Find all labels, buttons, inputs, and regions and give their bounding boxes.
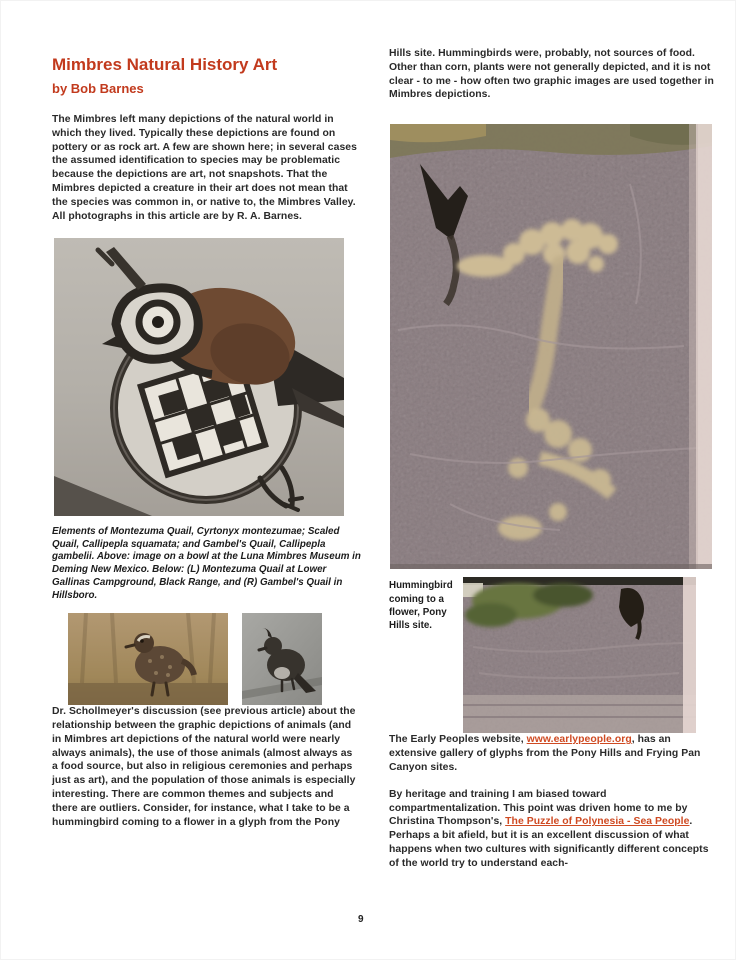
petroglyph-large-illustration xyxy=(390,124,712,569)
heritage-paragraph xyxy=(389,788,714,871)
petroglyph-small-illustration xyxy=(463,577,696,733)
intro-paragraph-right: Hills site. Hummingbirds were, probably, not sources of food. Other than corn, plants were not generally depicted, and it is not clear - to me - how often two graphic images are used together in Mimbres depictions. xyxy=(389,48,714,101)
montezuma-quail-photo xyxy=(68,613,228,705)
gambels-quail-illustration xyxy=(242,613,322,705)
petroglyph-large-photo xyxy=(390,124,712,569)
early-peoples-paragraph xyxy=(389,733,714,774)
heritage-text-after: . Perhaps a bit afield, but it is an excellent discussion of what happens when two cultures with significantly different concepts of the world try to understand each- xyxy=(389,816,709,869)
montezuma-quail-illustration xyxy=(68,613,228,705)
discussion-paragraph: Dr. Schollmeyer's discussion (see previous article) about the relationship between the graphic depictions of animals (and in Mimbres art depictions of the natural world were nearly always animals), the use of those animals (almost always as a food source, but also in religious ceremonies and perhaps just as art), and the population of those animals is especially interesting. There are common themes and subjects and there are outliers. Consider, for instance, what I take to be a hummingbird coming to a flower in a glyph from the Pony xyxy=(52,706,356,828)
petroglyph-small-row xyxy=(389,577,714,733)
heritage-text-before: By heritage and training I am biased toward compartmentalization. This point was driven home to me by Christina Thompson's, xyxy=(389,788,688,828)
page-number: 9 xyxy=(358,914,364,925)
page-title: Mimbres Natural History Art xyxy=(52,55,278,74)
early-peoples-link[interactable]: www.earlypeople.org xyxy=(526,734,632,746)
early-peoples-text-before: The Early Peoples website, xyxy=(389,734,527,746)
quail-bowl-caption: Elements of Montezuma Quail, Cyrtonyx montezumae; Scaled Quail, Callipepla squamata; and Gambel's Quail, Callipepla gambelii. Above: image on a bowl at the Luna Mimbres Museum in Deming New Mexico. Below: (L) Montezuma Quail at Lower Gallinas Campground, Black Range, and (R) Gambel's Quail in Hillsboro. xyxy=(52,525,361,602)
petroglyph-caption: Hummingbird coming to a flower, Pony Hills site. xyxy=(389,580,453,631)
early-peoples-text-after: , has an extensive gallery of glyphs from the Pony Hills and Frying Pan Canyon sites. xyxy=(389,734,701,773)
intro-paragraph-left: The Mimbres left many depictions of the natural world in which they lived. Typically these depictions are found on pottery or as rock art. A few are shown here; in several cases the assumed identification to species may be problematic because the depictions are art, not snapshots. That the Mimbres depicted a creature in their art does not mean that the species was common in, or native to, the Mimbres Valley. All photographs in this article are by R. A. Barnes. xyxy=(52,114,357,222)
book-link[interactable]: The Puzzle of Polynesia - Sea People xyxy=(505,816,690,828)
right-column xyxy=(389,47,714,871)
quail-photo-row xyxy=(68,613,361,705)
left-column xyxy=(52,55,361,830)
gambels-quail-photo xyxy=(242,613,322,705)
petroglyph-small-photo xyxy=(463,577,696,733)
quail-bowl-illustration xyxy=(54,238,344,516)
quail-bowl-photo xyxy=(54,238,344,516)
byline: by Bob Barnes xyxy=(52,81,144,96)
